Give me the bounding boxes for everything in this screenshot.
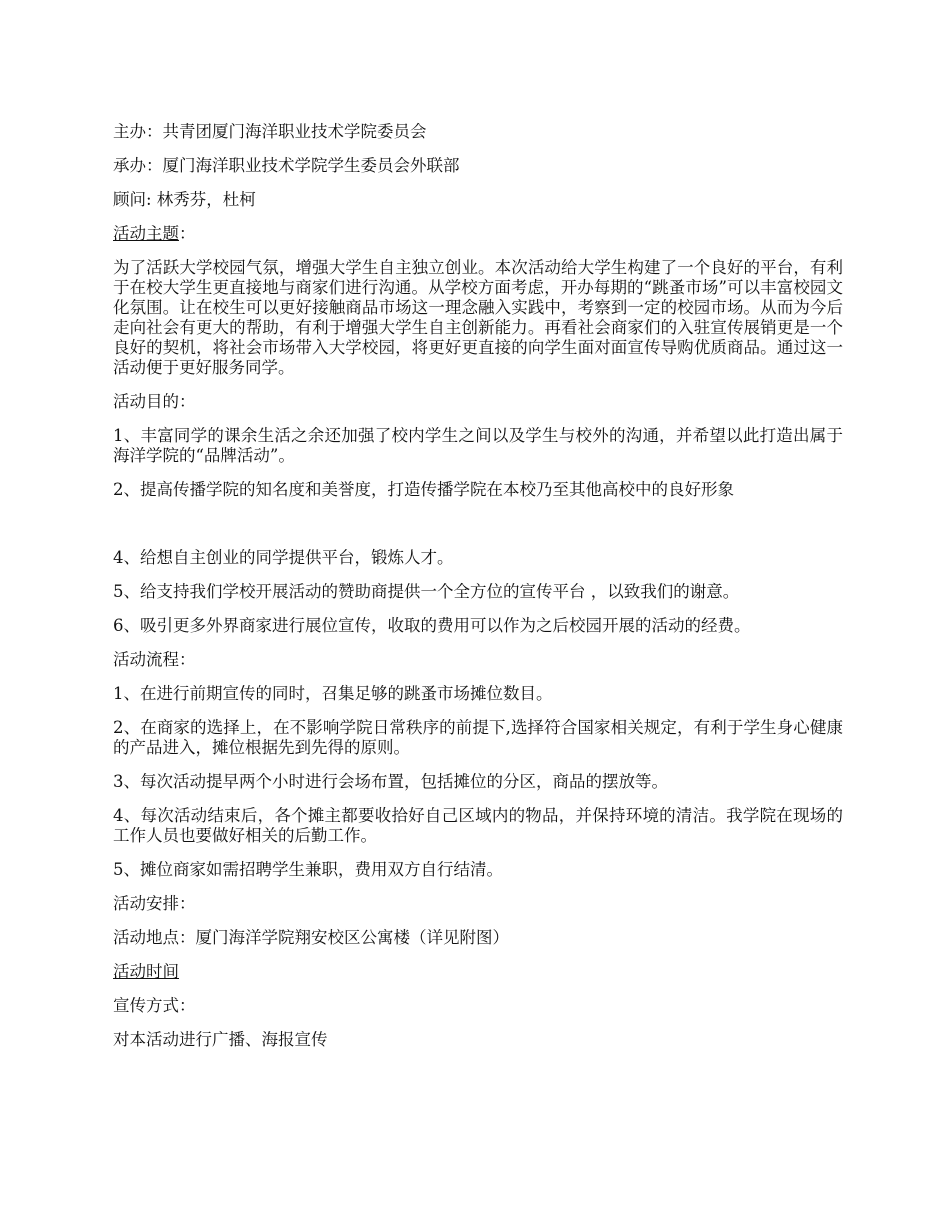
arrangement-heading: 活动安排： — [113, 894, 196, 913]
purpose-item-4: 4、给想自主创业的同学提供平台，锻炼人才。 — [113, 548, 454, 567]
theme-heading: 活动主题 — [113, 224, 179, 243]
process-item-3: 3、每次活动提早两个小时进行会场布置，包括摊位的分区，商品的摆放等。 — [113, 772, 668, 791]
sponsor-line: 主办：共青团厦门海洋职业技术学院委员会 — [113, 122, 427, 141]
location-line: 活动地点：厦门海洋学院翔安校区公寓楼（详见附图） — [113, 928, 509, 947]
process-heading: 活动流程： — [113, 650, 196, 669]
process-item-2: 2、在商家的选择上，在不影响学院日常秩序的前提下,选择符合国家相关规定，有利于学生身心健康的产品进入，摊位根据先到先得的原则。 — [113, 718, 843, 757]
time-heading: 活动时间 — [113, 962, 179, 981]
theme-heading-colon: ： — [179, 224, 196, 243]
theme-body: 为了活跃大学校园气氛，增强大学生自主独立创业。本次活动给大学生构建了一个良好的平台，有利于在校大学生更直接地与商家们进行沟通。从学校方面考虑，开办每期的“跳蚤市场”可以丰富校园文化氛围。让在校生可以更好接触商品市场这一理念融入实践中，考察到一定的校园市场。从而为今后走向社会有更大的帮助，有利于增强大学生自主创新能力。再看社会商家们的入驻宣传展销更是一个良好的契机，将社会市场带入大学校园，将更好更直接的向学生面对面宣传导购优质商品。通过这一活动便于更好服务同学。 — [113, 258, 843, 377]
document-body — [113, 122, 843, 1064]
purpose-heading: 活动目的： — [113, 392, 196, 411]
purpose-item-5: 5、给支持我们学校开展活动的赞助商提供一个全方位的宣传平台 ，以致我们的谢意。 — [113, 582, 740, 601]
purpose-item-6: 6、吸引更多外界商家进行展位宣传，收取的费用可以作为之后校园开展的活动的经费。 — [113, 616, 751, 635]
purpose-item-1: 1、丰富同学的课余生活之余还加强了校内学生之间以及学生与校外的沟通，并希望以此打造出属于海洋学院的“品牌活动”。 — [113, 426, 843, 465]
purpose-item-2: 2、提高传播学院的知名度和美誉度，打造传播学院在本校乃至其他高校中的良好形象 — [113, 480, 734, 499]
process-item-1: 1、在进行前期宣传的同时，召集足够的跳蚤市场摊位数目。 — [113, 684, 553, 703]
promo-heading: 宣传方式： — [113, 996, 196, 1015]
theme-heading-line — [113, 224, 843, 244]
advisor-line: 顾问: 林秀芬，杜柯 — [113, 190, 256, 209]
process-item-5: 5、摊位商家如需招聘学生兼职，费用双方自行结清。 — [113, 860, 503, 879]
blank-gap — [113, 514, 843, 548]
organizer-line: 承办：厦门海洋职业技术学院学生委员会外联部 — [113, 156, 460, 175]
time-heading-line — [113, 962, 843, 982]
promo-body: 对本活动进行广播、海报宣传 — [113, 1030, 328, 1049]
process-item-4: 4、每次活动结束后，各个摊主都要收拾好自己区域内的物品，并保持环境的清洁。我学院在现场的工作人员也要做好相关的后勤工作。 — [113, 806, 843, 845]
